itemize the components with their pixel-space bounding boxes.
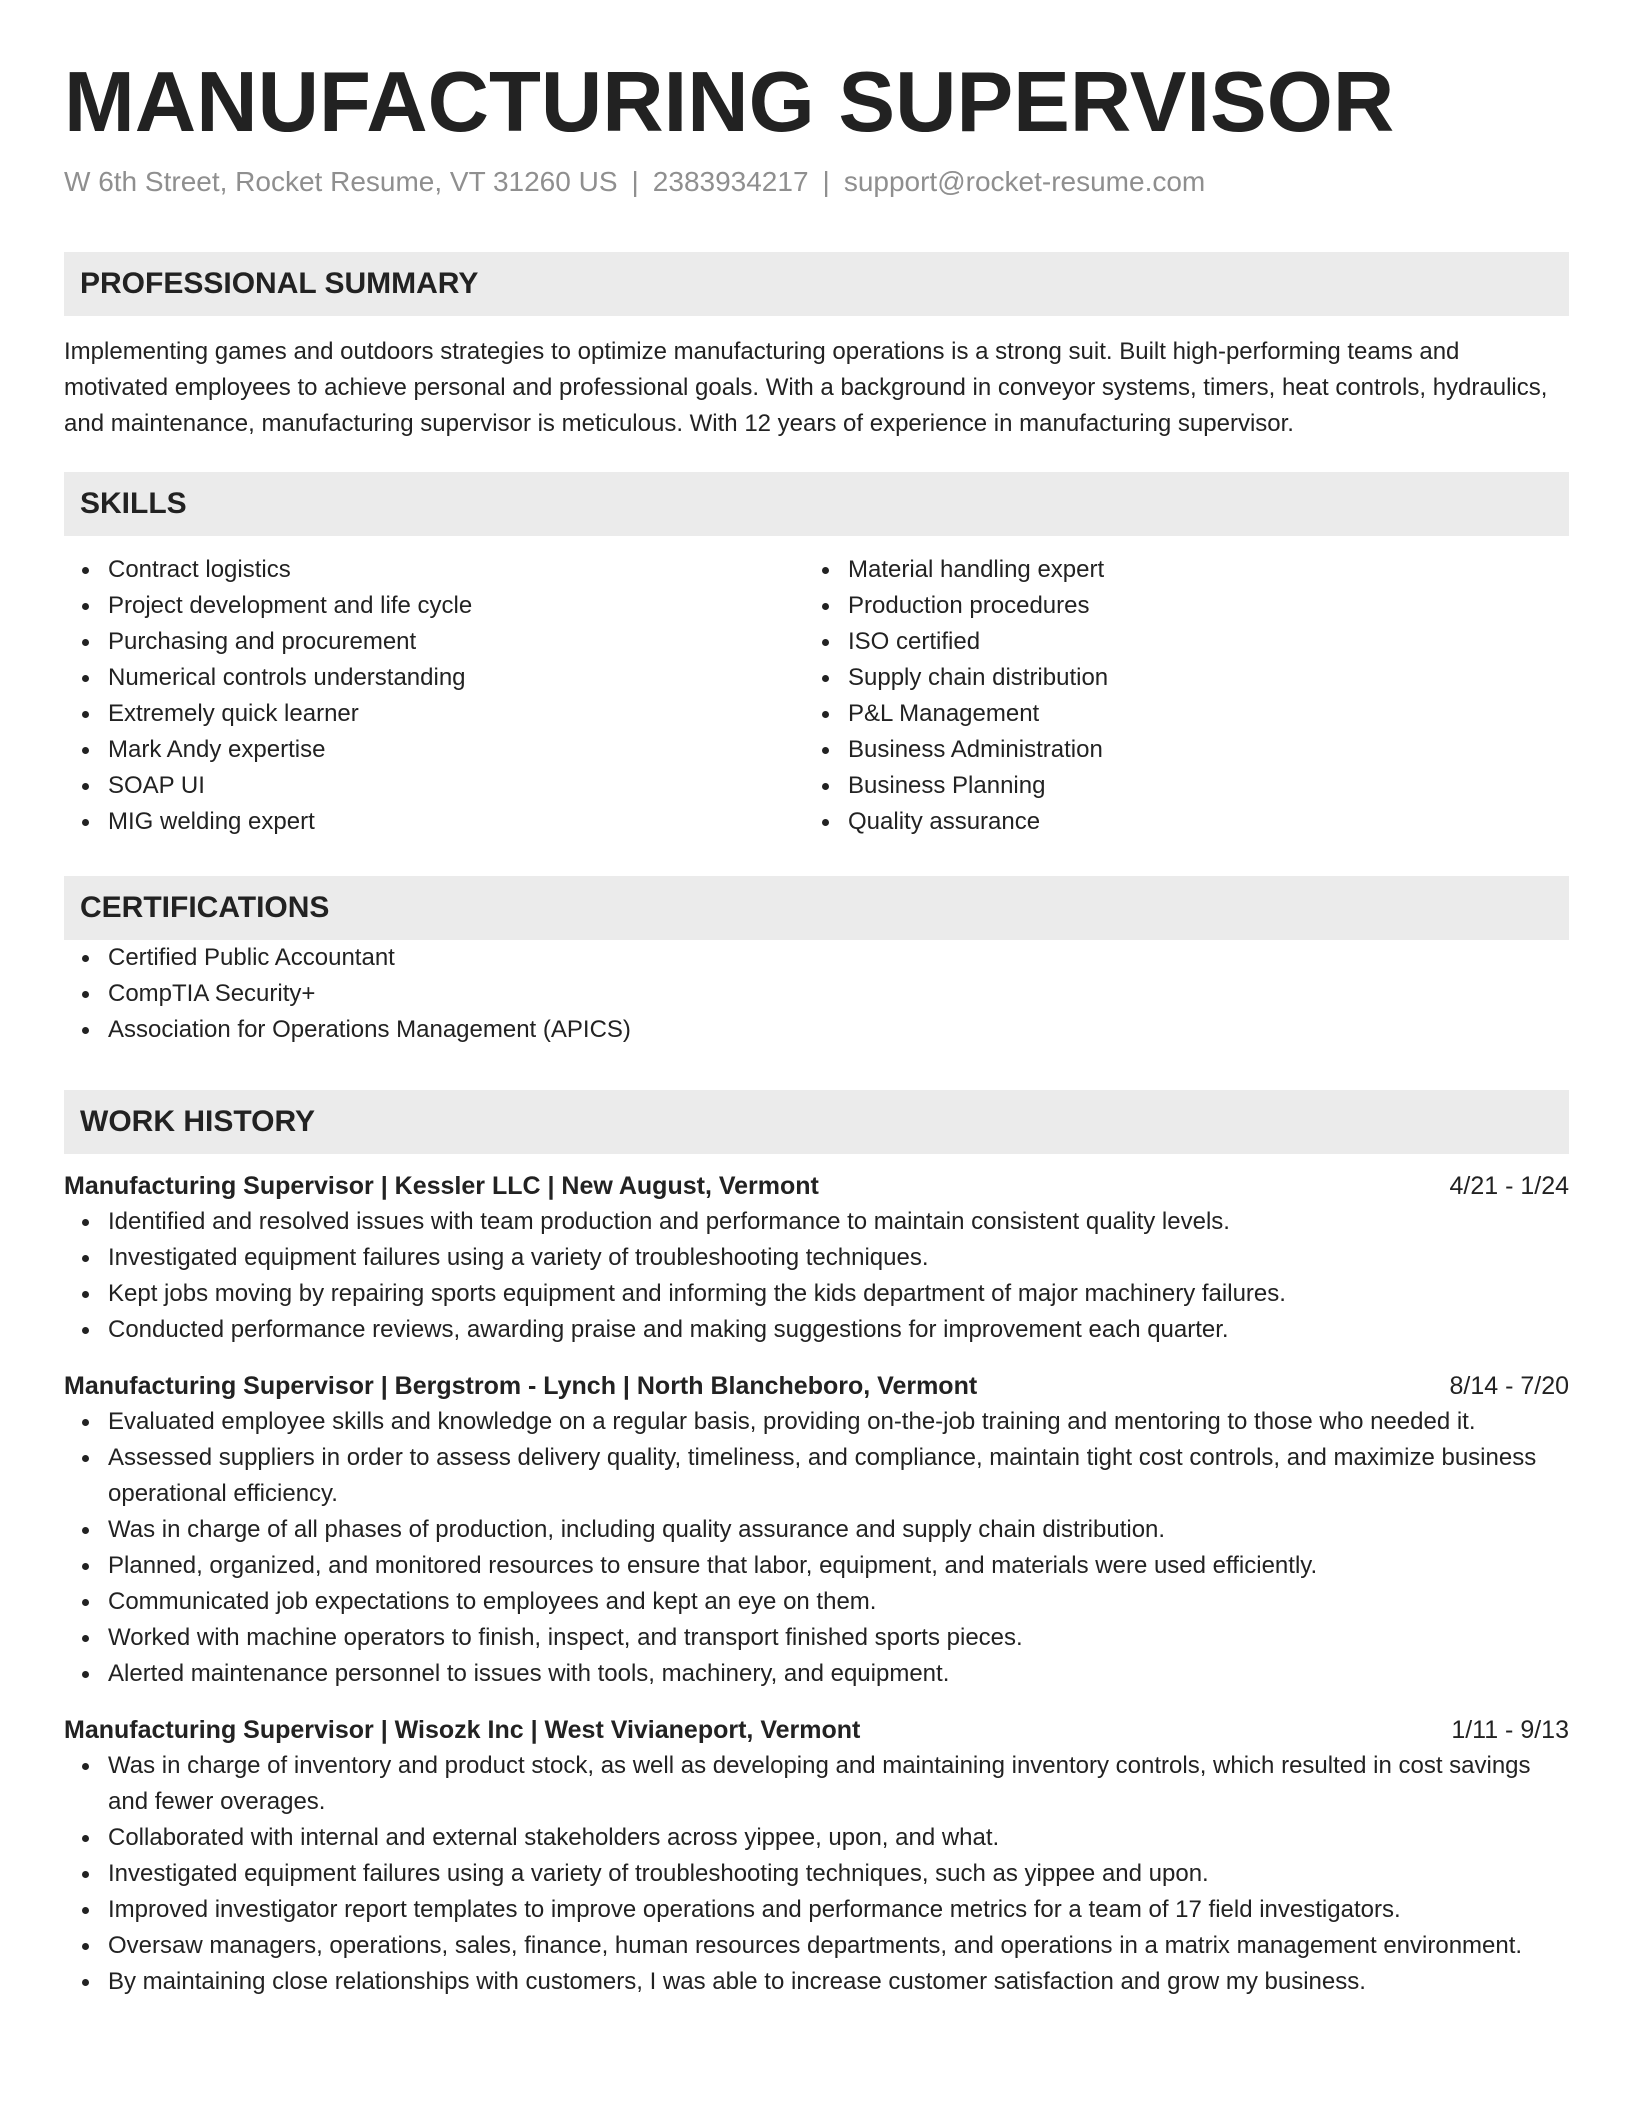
certifications-list: [64, 940, 1569, 1048]
job-bullet: Was in charge of all phases of production, including quality assurance and supply chain distribution.: [64, 1512, 1569, 1548]
skill-item: P&L Management: [804, 696, 1544, 732]
summary-heading: PROFESSIONAL SUMMARY: [64, 252, 1569, 316]
skill-item: Supply chain distribution: [804, 660, 1544, 696]
skill-item: Project development and life cycle: [64, 588, 804, 624]
job-bullets: [64, 1748, 1569, 2000]
skill-item: Numerical controls understanding: [64, 660, 804, 696]
job-bullet: Collaborated with internal and external stakeholders across yippee, upon, and what.: [64, 1820, 1569, 1856]
job-entry: [64, 1368, 1569, 1692]
job-bullet: By maintaining close relationships with customers, I was able to increase customer satisfaction and grow my business.: [64, 1964, 1569, 2000]
job-bullets: [64, 1204, 1569, 1348]
job-bullet: Investigated equipment failures using a variety of troubleshooting techniques.: [64, 1240, 1569, 1276]
job-bullet: Assessed suppliers in order to assess delivery quality, timeliness, and compliance, maintain tight cost controls, and maximize business operational efficiency.: [64, 1440, 1569, 1512]
job-dates: 8/14 - 7/20: [1449, 1372, 1569, 1400]
job-bullet: Evaluated employee skills and knowledge on a regular basis, providing on-the-job training and mentoring to those who needed it.: [64, 1404, 1569, 1440]
skill-item: Production procedures: [804, 588, 1544, 624]
job-title: Manufacturing Supervisor | Bergstrom - Lynch | North Blancheboro, Vermont: [64, 1372, 978, 1400]
skill-item: Business Planning: [804, 768, 1544, 804]
job-entry: [64, 1712, 1569, 2000]
contact-separator: |: [822, 166, 830, 197]
skill-item: Business Administration: [804, 732, 1544, 768]
skills-list-left: [64, 552, 804, 840]
job-title: Manufacturing Supervisor | Wisozk Inc | West Vivianeport, Vermont: [64, 1716, 861, 1744]
contact-phone: 2383934217: [652, 166, 809, 197]
job-bullet: Planned, organized, and monitored resources to ensure that labor, equipment, and materials were used efficiently.: [64, 1548, 1569, 1584]
skill-item: ISO certified: [804, 624, 1544, 660]
contact-email: support@rocket-resume.com: [843, 166, 1206, 197]
job-bullet: Alerted maintenance personnel to issues with tools, machinery, and equipment.: [64, 1656, 1569, 1692]
skills-heading: SKILLS: [64, 472, 1569, 536]
job-bullet: Conducted performance reviews, awarding praise and making suggestions for improvement each quarter.: [64, 1312, 1569, 1348]
job-header: [64, 1368, 1569, 1404]
skills-list-right: [804, 552, 1544, 840]
skill-item: Quality assurance: [804, 804, 1544, 840]
summary-text: Implementing games and outdoors strategies to optimize manufacturing operations is a strong suit. Built high-performing teams and motivated employees to achieve personal and professional goals. With a background in conveyor systems, timers, heat controls, hydraulics, and maintenance, manufacturing supervisor is meticulous. With 12 years of experience in manufacturing supervisor.: [64, 338, 1548, 437]
job-bullet: Improved investigator report templates to improve operations and performance metrics for a team of 17 field investigators.: [64, 1892, 1569, 1928]
work-history-heading: WORK HISTORY: [64, 1090, 1569, 1154]
job-bullet: Oversaw managers, operations, sales, finance, human resources departments, and operations in a matrix management environment.: [64, 1928, 1569, 1964]
skill-item: Material handling expert: [804, 552, 1544, 588]
job-header: [64, 1712, 1569, 1748]
skill-item: SOAP UI: [64, 768, 804, 804]
job-entry: [64, 1168, 1569, 1348]
certification-item: CompTIA Security+: [64, 976, 1569, 1012]
certification-item: Association for Operations Management (APICS): [64, 1012, 1569, 1048]
contact-line: [64, 162, 1569, 202]
skill-item: MIG welding expert: [64, 804, 804, 840]
contact-address: W 6th Street, Rocket Resume, VT 31260 US: [64, 166, 618, 197]
skills-columns: [64, 552, 1569, 840]
candidate-name: MANUFACTURING SUPERVISOR: [64, 55, 1395, 150]
skill-item: Purchasing and procurement: [64, 624, 804, 660]
job-dates: 1/11 - 9/13: [1451, 1716, 1569, 1744]
skill-item: Extremely quick learner: [64, 696, 804, 732]
contact-separator: |: [631, 166, 639, 197]
job-bullet: Was in charge of inventory and product stock, as well as developing and maintaining inventory controls, which resulted in cost savings and fewer overages.: [64, 1748, 1569, 1820]
job-header: [64, 1168, 1569, 1204]
job-bullet: Worked with machine operators to finish, inspect, and transport finished sports pieces.: [64, 1620, 1569, 1656]
job-bullets: [64, 1404, 1569, 1692]
job-bullet: Identified and resolved issues with team production and performance to maintain consistent quality levels.: [64, 1204, 1569, 1240]
skill-item: Contract logistics: [64, 552, 804, 588]
job-bullet: Communicated job expectations to employees and kept an eye on them.: [64, 1584, 1569, 1620]
certification-item: Certified Public Accountant: [64, 940, 1569, 976]
job-bullet: Investigated equipment failures using a variety of troubleshooting techniques, such as yippee and upon.: [64, 1856, 1569, 1892]
job-bullet: Kept jobs moving by repairing sports equipment and informing the kids department of major machinery failures.: [64, 1276, 1569, 1312]
job-title: Manufacturing Supervisor | Kessler LLC | New August, Vermont: [64, 1172, 819, 1200]
skill-item: Mark Andy expertise: [64, 732, 804, 768]
certifications-heading: CERTIFICATIONS: [64, 876, 1569, 940]
job-dates: 4/21 - 1/24: [1449, 1172, 1569, 1200]
